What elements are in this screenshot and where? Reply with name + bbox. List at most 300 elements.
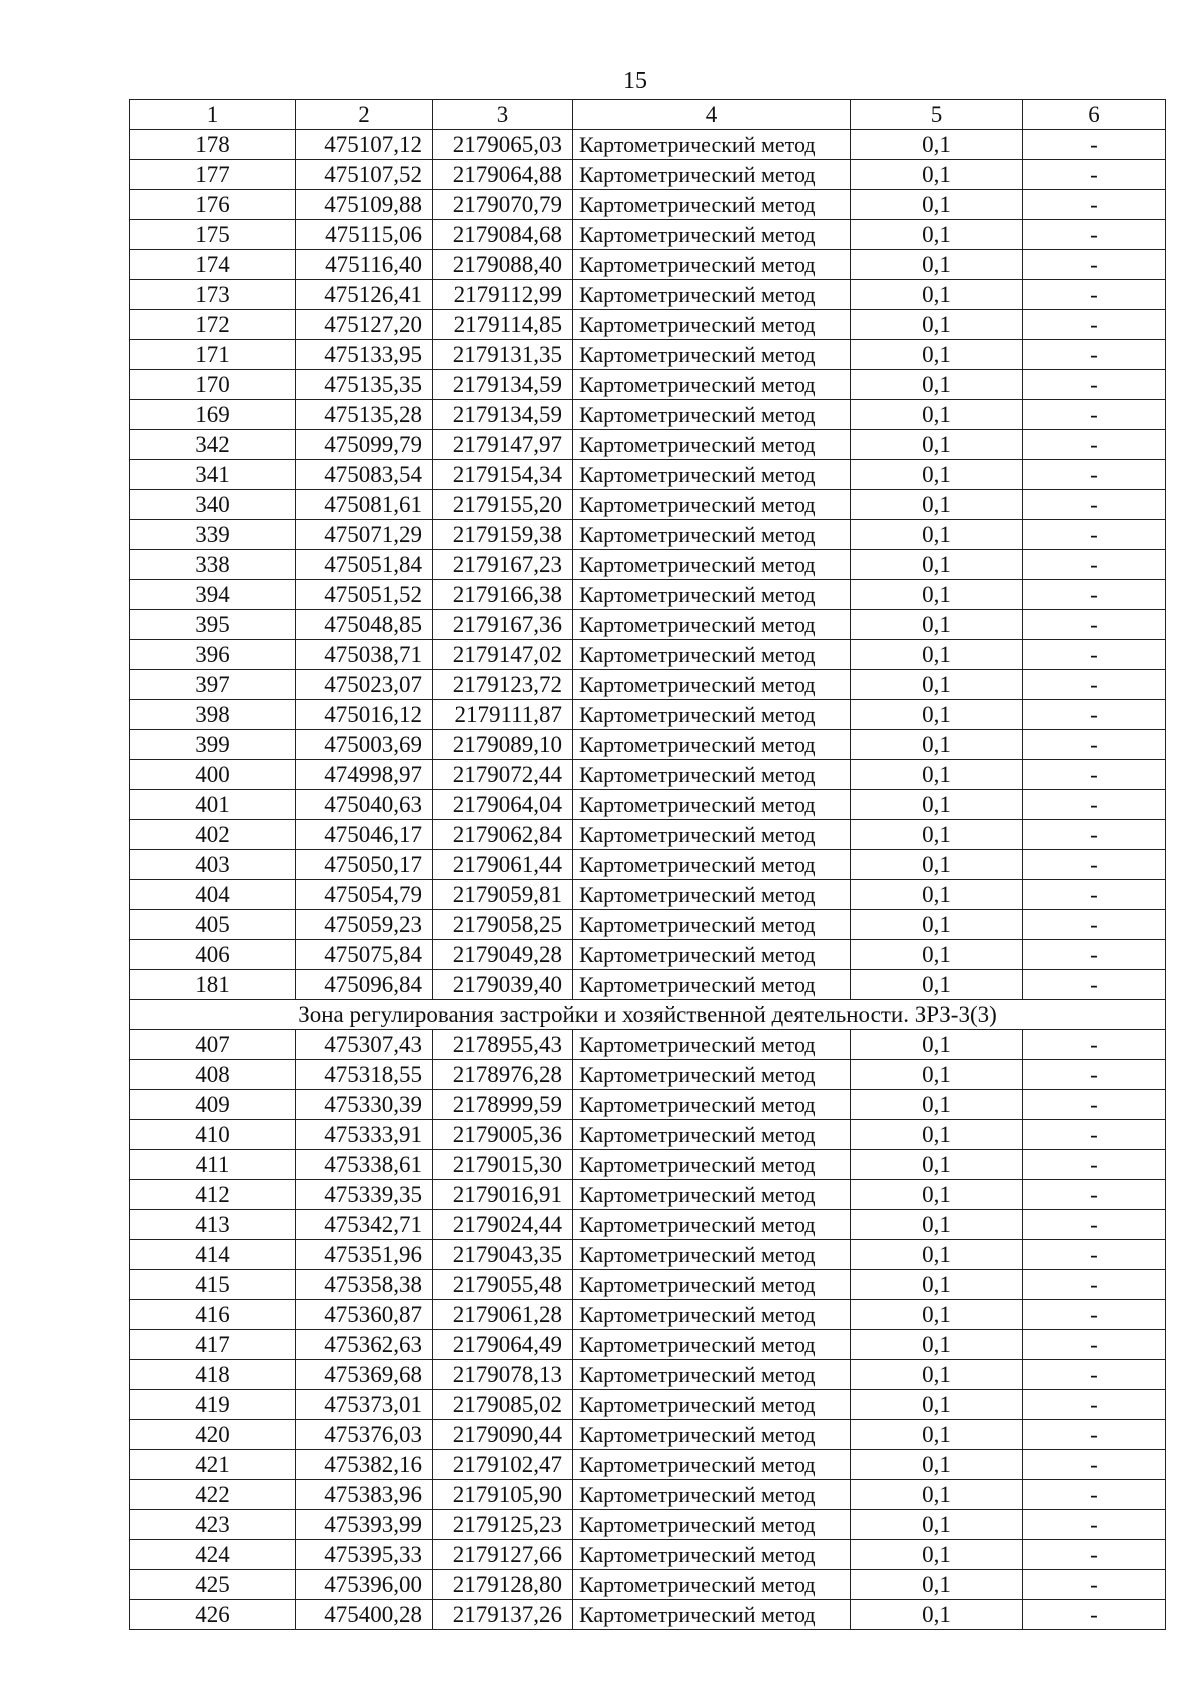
- method-cell: Картометрический метод: [573, 250, 851, 280]
- x-coordinate-cell: 475003,69: [296, 730, 433, 760]
- method-cell: Картометрический метод: [573, 580, 851, 610]
- method-cell: Картометрический метод: [573, 700, 851, 730]
- y-coordinate-cell: 2179039,40: [433, 970, 573, 1000]
- method-cell: Картометрический метод: [573, 880, 851, 910]
- x-coordinate-cell: 475373,01: [296, 1390, 433, 1420]
- accuracy-cell: 0,1: [851, 760, 1023, 790]
- method-cell: Картометрический метод: [573, 640, 851, 670]
- table-row: [130, 1090, 1166, 1120]
- table-row: [130, 1390, 1166, 1420]
- method-cell: Картометрический метод: [573, 310, 851, 340]
- y-coordinate-cell: 2179154,34: [433, 460, 573, 490]
- method-cell: Картометрический метод: [573, 1420, 851, 1450]
- note-cell: -: [1023, 1540, 1166, 1570]
- point-number-cell: 409: [130, 1090, 296, 1120]
- note-cell: -: [1023, 640, 1166, 670]
- header-cell: 6: [1023, 100, 1166, 130]
- point-number-cell: 395: [130, 610, 296, 640]
- y-coordinate-cell: 2179016,91: [433, 1180, 573, 1210]
- header-cell: 4: [573, 100, 851, 130]
- x-coordinate-cell: 475081,61: [296, 490, 433, 520]
- x-coordinate-cell: 475054,79: [296, 880, 433, 910]
- y-coordinate-cell: 2178976,28: [433, 1060, 573, 1090]
- x-coordinate-cell: 475400,28: [296, 1600, 433, 1630]
- table-row: [130, 610, 1166, 640]
- table-row: [130, 490, 1166, 520]
- point-number-cell: 413: [130, 1210, 296, 1240]
- point-number-cell: 417: [130, 1330, 296, 1360]
- point-number-cell: 405: [130, 910, 296, 940]
- x-coordinate-cell: 475040,63: [296, 790, 433, 820]
- point-number-cell: 404: [130, 880, 296, 910]
- accuracy-cell: 0,1: [851, 700, 1023, 730]
- method-cell: Картометрический метод: [573, 1360, 851, 1390]
- accuracy-cell: 0,1: [851, 430, 1023, 460]
- point-number-cell: 408: [130, 1060, 296, 1090]
- x-coordinate-cell: 475383,96: [296, 1480, 433, 1510]
- y-coordinate-cell: 2179085,02: [433, 1390, 573, 1420]
- point-number-cell: 339: [130, 520, 296, 550]
- x-coordinate-cell: 475307,43: [296, 1030, 433, 1060]
- table-row: [130, 1570, 1166, 1600]
- method-cell: Картометрический метод: [573, 1450, 851, 1480]
- y-coordinate-cell: 2179064,04: [433, 790, 573, 820]
- table-row: [130, 1270, 1166, 1300]
- note-cell: -: [1023, 460, 1166, 490]
- x-coordinate-cell: 475351,96: [296, 1240, 433, 1270]
- point-number-cell: 419: [130, 1390, 296, 1420]
- table-row: [130, 730, 1166, 760]
- note-cell: -: [1023, 1150, 1166, 1180]
- method-cell: Картометрический метод: [573, 940, 851, 970]
- note-cell: -: [1023, 1360, 1166, 1390]
- x-coordinate-cell: 475071,29: [296, 520, 433, 550]
- table-row: [130, 1360, 1166, 1390]
- accuracy-cell: 0,1: [851, 580, 1023, 610]
- point-number-cell: 424: [130, 1540, 296, 1570]
- point-number-cell: 172: [130, 310, 296, 340]
- x-coordinate-cell: 475051,52: [296, 580, 433, 610]
- y-coordinate-cell: 2179128,80: [433, 1570, 573, 1600]
- note-cell: -: [1023, 1510, 1166, 1540]
- accuracy-cell: 0,1: [851, 310, 1023, 340]
- y-coordinate-cell: 2179105,90: [433, 1480, 573, 1510]
- x-coordinate-cell: 475023,07: [296, 670, 433, 700]
- x-coordinate-cell: 475059,23: [296, 910, 433, 940]
- x-coordinate-cell: 474998,97: [296, 760, 433, 790]
- y-coordinate-cell: 2179114,85: [433, 310, 573, 340]
- method-cell: Картометрический метод: [573, 1150, 851, 1180]
- accuracy-cell: 0,1: [851, 1240, 1023, 1270]
- accuracy-cell: 0,1: [851, 490, 1023, 520]
- y-coordinate-cell: 2179147,02: [433, 640, 573, 670]
- y-coordinate-cell: 2179089,10: [433, 730, 573, 760]
- x-coordinate-cell: 475115,06: [296, 220, 433, 250]
- note-cell: -: [1023, 160, 1166, 190]
- y-coordinate-cell: 2179043,35: [433, 1240, 573, 1270]
- y-coordinate-cell: 2179112,99: [433, 280, 573, 310]
- y-coordinate-cell: 2179065,03: [433, 130, 573, 160]
- note-cell: -: [1023, 1600, 1166, 1630]
- note-cell: -: [1023, 820, 1166, 850]
- y-coordinate-cell: 2179058,25: [433, 910, 573, 940]
- accuracy-cell: 0,1: [851, 460, 1023, 490]
- note-cell: -: [1023, 1420, 1166, 1450]
- table-row: [130, 940, 1166, 970]
- accuracy-cell: 0,1: [851, 1450, 1023, 1480]
- method-cell: Картометрический метод: [573, 670, 851, 700]
- method-cell: Картометрический метод: [573, 460, 851, 490]
- y-coordinate-cell: 2179064,88: [433, 160, 573, 190]
- y-coordinate-cell: 2179137,26: [433, 1600, 573, 1630]
- header-cell: 3: [433, 100, 573, 130]
- table-row: [130, 1150, 1166, 1180]
- point-number-cell: 175: [130, 220, 296, 250]
- table-row: [130, 400, 1166, 430]
- point-number-cell: 425: [130, 1570, 296, 1600]
- table-row: [130, 760, 1166, 790]
- table-row: [130, 340, 1166, 370]
- method-cell: Картометрический метод: [573, 1090, 851, 1120]
- x-coordinate-cell: 475126,41: [296, 280, 433, 310]
- y-coordinate-cell: 2179167,36: [433, 610, 573, 640]
- note-cell: -: [1023, 910, 1166, 940]
- y-coordinate-cell: 2179134,59: [433, 400, 573, 430]
- point-number-cell: 394: [130, 580, 296, 610]
- point-number-cell: 415: [130, 1270, 296, 1300]
- accuracy-cell: 0,1: [851, 910, 1023, 940]
- accuracy-cell: 0,1: [851, 1360, 1023, 1390]
- accuracy-cell: 0,1: [851, 850, 1023, 880]
- y-coordinate-cell: 2179084,68: [433, 220, 573, 250]
- x-coordinate-cell: 475339,35: [296, 1180, 433, 1210]
- note-cell: -: [1023, 370, 1166, 400]
- table-row: [130, 1060, 1166, 1090]
- method-cell: Картометрический метод: [573, 430, 851, 460]
- accuracy-cell: 0,1: [851, 160, 1023, 190]
- note-cell: -: [1023, 190, 1166, 220]
- accuracy-cell: 0,1: [851, 1330, 1023, 1360]
- table-row: [130, 1510, 1166, 1540]
- method-cell: Картометрический метод: [573, 370, 851, 400]
- x-coordinate-cell: 475333,91: [296, 1120, 433, 1150]
- y-coordinate-cell: 2179134,59: [433, 370, 573, 400]
- method-cell: Картометрический метод: [573, 220, 851, 250]
- note-cell: -: [1023, 970, 1166, 1000]
- table-row: [130, 1180, 1166, 1210]
- accuracy-cell: 0,1: [851, 1060, 1023, 1090]
- y-coordinate-cell: 2179005,36: [433, 1120, 573, 1150]
- note-cell: -: [1023, 1330, 1166, 1360]
- note-cell: -: [1023, 1030, 1166, 1060]
- point-number-cell: 400: [130, 760, 296, 790]
- y-coordinate-cell: 2179127,66: [433, 1540, 573, 1570]
- table-row: [130, 550, 1166, 580]
- table-row: [130, 1030, 1166, 1060]
- method-cell: Картометрический метод: [573, 760, 851, 790]
- table-row: [130, 1120, 1166, 1150]
- y-coordinate-cell: 2179167,23: [433, 550, 573, 580]
- accuracy-cell: 0,1: [851, 730, 1023, 760]
- x-coordinate-cell: 475016,12: [296, 700, 433, 730]
- note-cell: -: [1023, 310, 1166, 340]
- point-number-cell: 407: [130, 1030, 296, 1060]
- accuracy-cell: 0,1: [851, 250, 1023, 280]
- x-coordinate-cell: 475096,84: [296, 970, 433, 1000]
- y-coordinate-cell: 2179123,72: [433, 670, 573, 700]
- point-number-cell: 169: [130, 400, 296, 430]
- y-coordinate-cell: 2179088,40: [433, 250, 573, 280]
- x-coordinate-cell: 475099,79: [296, 430, 433, 460]
- x-coordinate-cell: 475318,55: [296, 1060, 433, 1090]
- point-number-cell: 170: [130, 370, 296, 400]
- method-cell: Картометрический метод: [573, 1480, 851, 1510]
- table-row: [130, 1450, 1166, 1480]
- point-number-cell: 171: [130, 340, 296, 370]
- x-coordinate-cell: 475395,33: [296, 1540, 433, 1570]
- y-coordinate-cell: 2179090,44: [433, 1420, 573, 1450]
- accuracy-cell: 0,1: [851, 790, 1023, 820]
- y-coordinate-cell: 2179166,38: [433, 580, 573, 610]
- x-coordinate-cell: 475075,84: [296, 940, 433, 970]
- note-cell: -: [1023, 1480, 1166, 1510]
- table-row: [130, 700, 1166, 730]
- note-cell: -: [1023, 1090, 1166, 1120]
- method-cell: Картометрический метод: [573, 1180, 851, 1210]
- header-cell: 2: [296, 100, 433, 130]
- accuracy-cell: 0,1: [851, 550, 1023, 580]
- x-coordinate-cell: 475376,03: [296, 1420, 433, 1450]
- y-coordinate-cell: 2179055,48: [433, 1270, 573, 1300]
- accuracy-cell: 0,1: [851, 820, 1023, 850]
- x-coordinate-cell: 475048,85: [296, 610, 433, 640]
- method-cell: Картометрический метод: [573, 1570, 851, 1600]
- note-cell: -: [1023, 670, 1166, 700]
- method-cell: Картометрический метод: [573, 1030, 851, 1060]
- accuracy-cell: 0,1: [851, 1570, 1023, 1600]
- point-number-cell: 422: [130, 1480, 296, 1510]
- point-number-cell: 341: [130, 460, 296, 490]
- accuracy-cell: 0,1: [851, 520, 1023, 550]
- note-cell: -: [1023, 490, 1166, 520]
- x-coordinate-cell: 475046,17: [296, 820, 433, 850]
- method-cell: Картометрический метод: [573, 730, 851, 760]
- note-cell: -: [1023, 220, 1166, 250]
- table-row: [130, 640, 1166, 670]
- accuracy-cell: 0,1: [851, 1030, 1023, 1060]
- accuracy-cell: 0,1: [851, 610, 1023, 640]
- table-header-row: [130, 100, 1166, 130]
- accuracy-cell: 0,1: [851, 190, 1023, 220]
- y-coordinate-cell: 2179015,30: [433, 1150, 573, 1180]
- y-coordinate-cell: 2178999,59: [433, 1090, 573, 1120]
- x-coordinate-cell: 475109,88: [296, 190, 433, 220]
- page-number: 15: [623, 68, 647, 94]
- accuracy-cell: 0,1: [851, 1390, 1023, 1420]
- note-cell: -: [1023, 850, 1166, 880]
- table-row: [130, 370, 1166, 400]
- y-coordinate-cell: 2179064,49: [433, 1330, 573, 1360]
- note-cell: -: [1023, 880, 1166, 910]
- table-row: [130, 970, 1166, 1000]
- y-coordinate-cell: 2179049,28: [433, 940, 573, 970]
- point-number-cell: 338: [130, 550, 296, 580]
- point-number-cell: 176: [130, 190, 296, 220]
- y-coordinate-cell: 2179131,35: [433, 340, 573, 370]
- method-cell: Картометрический метод: [573, 400, 851, 430]
- method-cell: Картометрический метод: [573, 1060, 851, 1090]
- point-number-cell: 340: [130, 490, 296, 520]
- note-cell: -: [1023, 760, 1166, 790]
- note-cell: -: [1023, 280, 1166, 310]
- table-row: [130, 910, 1166, 940]
- table-row: [130, 850, 1166, 880]
- point-number-cell: 418: [130, 1360, 296, 1390]
- note-cell: -: [1023, 1300, 1166, 1330]
- header-cell: 5: [851, 100, 1023, 130]
- y-coordinate-cell: 2179102,47: [433, 1450, 573, 1480]
- x-coordinate-cell: 475050,17: [296, 850, 433, 880]
- table-row: [130, 190, 1166, 220]
- table-row: [130, 1600, 1166, 1630]
- table-row: [130, 520, 1166, 550]
- point-number-cell: 421: [130, 1450, 296, 1480]
- table-row: [130, 280, 1166, 310]
- note-cell: -: [1023, 1450, 1166, 1480]
- accuracy-cell: 0,1: [851, 1150, 1023, 1180]
- accuracy-cell: 0,1: [851, 400, 1023, 430]
- y-coordinate-cell: 2179147,97: [433, 430, 573, 460]
- x-coordinate-cell: 475358,38: [296, 1270, 433, 1300]
- x-coordinate-cell: 475133,95: [296, 340, 433, 370]
- table-row: [130, 880, 1166, 910]
- x-coordinate-cell: 475051,84: [296, 550, 433, 580]
- method-cell: Картометрический метод: [573, 160, 851, 190]
- accuracy-cell: 0,1: [851, 340, 1023, 370]
- x-coordinate-cell: 475107,52: [296, 160, 433, 190]
- point-number-cell: 398: [130, 700, 296, 730]
- table-row: [130, 160, 1166, 190]
- x-coordinate-cell: 475116,40: [296, 250, 433, 280]
- accuracy-cell: 0,1: [851, 1300, 1023, 1330]
- y-coordinate-cell: 2179061,28: [433, 1300, 573, 1330]
- point-number-cell: 403: [130, 850, 296, 880]
- x-coordinate-cell: 475135,28: [296, 400, 433, 430]
- x-coordinate-cell: 475393,99: [296, 1510, 433, 1540]
- table-row: [130, 310, 1166, 340]
- note-cell: -: [1023, 130, 1166, 160]
- point-number-cell: 396: [130, 640, 296, 670]
- point-number-cell: 397: [130, 670, 296, 700]
- x-coordinate-cell: 475362,63: [296, 1330, 433, 1360]
- accuracy-cell: 0,1: [851, 1540, 1023, 1570]
- method-cell: Картометрический метод: [573, 970, 851, 1000]
- accuracy-cell: 0,1: [851, 1210, 1023, 1240]
- y-coordinate-cell: 2179111,87: [433, 700, 573, 730]
- accuracy-cell: 0,1: [851, 940, 1023, 970]
- note-cell: -: [1023, 790, 1166, 820]
- table-row: [130, 460, 1166, 490]
- point-number-cell: 416: [130, 1300, 296, 1330]
- accuracy-cell: 0,1: [851, 220, 1023, 250]
- x-coordinate-cell: 475382,16: [296, 1450, 433, 1480]
- note-cell: -: [1023, 430, 1166, 460]
- x-coordinate-cell: 475338,61: [296, 1150, 433, 1180]
- point-number-cell: 399: [130, 730, 296, 760]
- method-cell: Картометрический метод: [573, 1390, 851, 1420]
- point-number-cell: 420: [130, 1420, 296, 1450]
- method-cell: Картометрический метод: [573, 820, 851, 850]
- note-cell: -: [1023, 610, 1166, 640]
- note-cell: -: [1023, 520, 1166, 550]
- accuracy-cell: 0,1: [851, 640, 1023, 670]
- accuracy-cell: 0,1: [851, 280, 1023, 310]
- point-number-cell: 342: [130, 430, 296, 460]
- x-coordinate-cell: 475330,39: [296, 1090, 433, 1120]
- y-coordinate-cell: 2179059,81: [433, 880, 573, 910]
- note-cell: -: [1023, 340, 1166, 370]
- y-coordinate-cell: 2179155,20: [433, 490, 573, 520]
- point-number-cell: 173: [130, 280, 296, 310]
- table-body: [130, 130, 1166, 1630]
- note-cell: -: [1023, 550, 1166, 580]
- accuracy-cell: 0,1: [851, 1480, 1023, 1510]
- note-cell: -: [1023, 1270, 1166, 1300]
- method-cell: Картометрический метод: [573, 130, 851, 160]
- note-cell: -: [1023, 400, 1166, 430]
- y-coordinate-cell: 2179072,44: [433, 760, 573, 790]
- accuracy-cell: 0,1: [851, 670, 1023, 700]
- table-row: [130, 1210, 1166, 1240]
- point-number-cell: 174: [130, 250, 296, 280]
- x-coordinate-cell: 475127,20: [296, 310, 433, 340]
- accuracy-cell: 0,1: [851, 1510, 1023, 1540]
- note-cell: -: [1023, 940, 1166, 970]
- table-row: [130, 580, 1166, 610]
- point-number-cell: 177: [130, 160, 296, 190]
- y-coordinate-cell: 2179078,13: [433, 1360, 573, 1390]
- y-coordinate-cell: 2179024,44: [433, 1210, 573, 1240]
- table-row: [130, 1540, 1166, 1570]
- method-cell: Картометрический метод: [573, 550, 851, 580]
- coordinates-table: [129, 99, 1166, 1630]
- note-cell: -: [1023, 1210, 1166, 1240]
- point-number-cell: 426: [130, 1600, 296, 1630]
- method-cell: Картометрический метод: [573, 850, 851, 880]
- table-row: [130, 1480, 1166, 1510]
- method-cell: Картометрический метод: [573, 1120, 851, 1150]
- note-cell: -: [1023, 1390, 1166, 1420]
- accuracy-cell: 0,1: [851, 370, 1023, 400]
- table-row: [130, 1300, 1166, 1330]
- y-coordinate-cell: 2179062,84: [433, 820, 573, 850]
- method-cell: Картометрический метод: [573, 1270, 851, 1300]
- method-cell: Картометрический метод: [573, 910, 851, 940]
- table-row: [130, 1420, 1166, 1450]
- table-row: [130, 790, 1166, 820]
- y-coordinate-cell: 2179125,23: [433, 1510, 573, 1540]
- table-row: [130, 220, 1166, 250]
- point-number-cell: 178: [130, 130, 296, 160]
- x-coordinate-cell: 475342,71: [296, 1210, 433, 1240]
- method-cell: Картометрический метод: [573, 1540, 851, 1570]
- x-coordinate-cell: 475396,00: [296, 1570, 433, 1600]
- note-cell: -: [1023, 580, 1166, 610]
- x-coordinate-cell: 475135,35: [296, 370, 433, 400]
- note-cell: -: [1023, 730, 1166, 760]
- method-cell: Картометрический метод: [573, 340, 851, 370]
- point-number-cell: 406: [130, 940, 296, 970]
